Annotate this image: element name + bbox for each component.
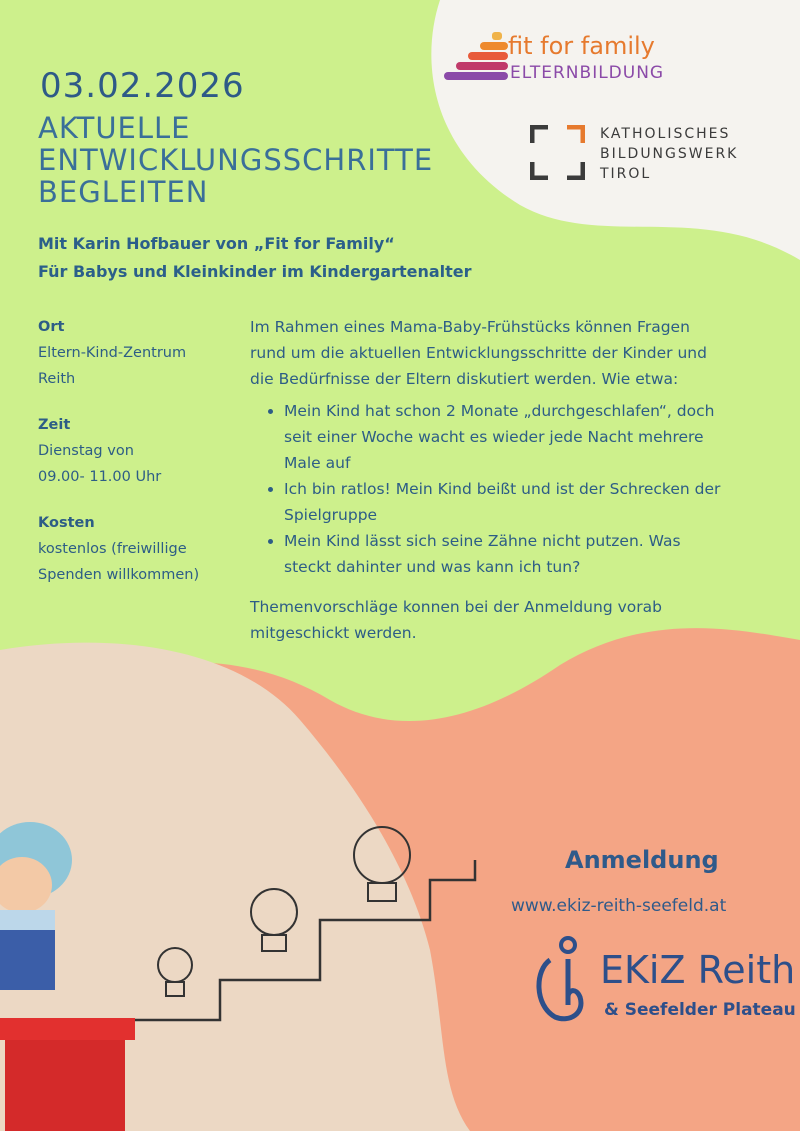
- info-value: kostenlos (freiwillige: [38, 541, 187, 557]
- event-subtitle: [38, 230, 472, 286]
- title-line: ENTWICKLUNGSSCHRITTE: [38, 143, 434, 177]
- event-description: [250, 314, 730, 646]
- info-zeit: [38, 412, 238, 490]
- question-list: [250, 398, 730, 580]
- info-value: 09.00- 11.00 Uhr: [38, 469, 162, 485]
- info-value: Dienstag von: [38, 443, 134, 459]
- info-value: Eltern-Kind-Zentrum: [38, 345, 187, 361]
- kbw-line: KATHOLISCHES: [600, 126, 731, 142]
- subtitle-line: Mit Karin Hofbauer von „Fit for Family“: [38, 234, 395, 253]
- kbw-logo-icon: [530, 125, 585, 180]
- ekiz-logo-text: EKiZ Reith: [600, 948, 796, 992]
- list-item: • Mein Kind lässt sich seine Zähne nicht putzen. Was steckt dahinter und was kann ich tun?: [284, 528, 730, 580]
- ekiz-logo-icon: [530, 935, 590, 1025]
- ekiz-logo-subtext: & Seefelder Plateau: [604, 1000, 796, 1020]
- event-info-column: [38, 314, 238, 608]
- info-ort: [38, 314, 238, 392]
- kbw-line: BILDUNGSWERK: [600, 146, 739, 162]
- info-label: Kosten: [38, 515, 95, 531]
- event-title: [38, 112, 433, 208]
- intro-paragraph: Im Rahmen eines Mama-Baby-Frühstücks können Fragen rund um die aktuellen Entwicklungsschritte der Kinder und die Bedürfnisse der Eltern diskutiert werden. Wie etwa:: [250, 318, 707, 388]
- subtitle-line: Für Babys und Kleinkinder im Kindergartenalter: [38, 262, 472, 281]
- info-label: Zeit: [38, 417, 71, 433]
- kbw-line: TIROL: [600, 166, 652, 182]
- list-item: • Mein Kind hat schon 2 Monate „durchgeschlafen“, doch seit einer Woche wacht es wieder jede Nacht mehrere Male auf: [284, 398, 730, 476]
- event-date: 03.02.2026: [40, 66, 245, 106]
- registration-link[interactable]: www.ekiz-reith-seefeld.at: [511, 896, 727, 916]
- list-item: • Ich bin ratlos! Mein Kind beißt und ist der Schrecken der Spielgruppe: [284, 476, 730, 528]
- kbw-logo-text: [600, 124, 738, 184]
- info-value: Spenden willkommen): [38, 567, 200, 583]
- info-value: Reith: [38, 371, 76, 387]
- info-kosten: [38, 510, 238, 588]
- title-line: BEGLEITEN: [38, 175, 209, 209]
- info-label: Ort: [38, 319, 65, 335]
- outro-paragraph: Themenvorschläge konnen bei der Anmeldung vorab mitgeschickt werden.: [250, 598, 662, 642]
- fff-logo-text: fit for family: [508, 32, 655, 60]
- registration-heading: Anmeldung: [565, 846, 719, 874]
- red-basket: [0, 1018, 135, 1131]
- title-line: AKTUELLE: [38, 111, 191, 145]
- fff-logo-subtext: ELTERNBILDUNG: [510, 63, 665, 83]
